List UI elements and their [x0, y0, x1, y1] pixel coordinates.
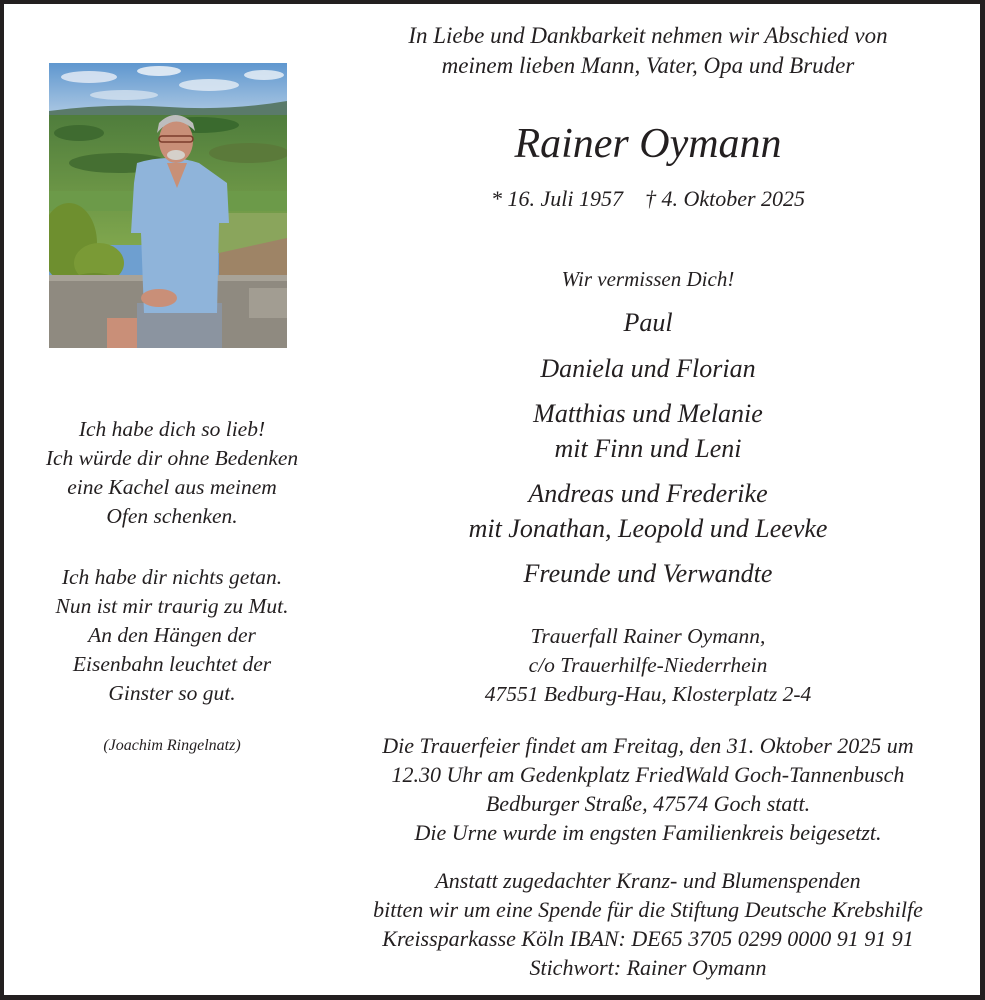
poem-line: Eisenbahn leuchtet der	[72, 652, 272, 676]
poem-author: (Joachim Ringelnatz)	[103, 737, 241, 754]
ceremony-line-4: Die Urne wurde im engsten Familienkreis beigesetzt.	[414, 820, 882, 845]
intro-line-1: In Liebe und Dankbarkeit nehmen wir Abschied von	[408, 23, 888, 48]
intro-line-2: meinem lieben Mann, Vater, Opa und Bruder	[441, 53, 855, 78]
mourner-paul: Paul	[623, 308, 673, 337]
poem-line: Ginster so gut.	[108, 681, 236, 705]
obituary-notice	[4, 4, 980, 995]
ceremony-line-1: Die Trauerfeier findet am Freitag, den 31. Oktober 2025 um	[382, 733, 914, 758]
mourners-heading: Wir vermissen Dich!	[561, 267, 735, 291]
mourner-matthias-melanie: Matthias und Melanie	[533, 399, 763, 428]
donation-iban: Kreissparkasse Köln IBAN: DE65 3705 0299 0000 91 91 91	[382, 926, 914, 951]
portrait-photo	[49, 63, 287, 348]
mourner-daniela-florian: Daniela und Florian	[540, 354, 756, 383]
death-date: † 4. Oktober 2025	[644, 186, 806, 211]
donation-line-1: Anstatt zugedachter Kranz- und Blumenspenden	[435, 868, 861, 893]
mourner-andreas-frederike: Andreas und Frederike	[528, 479, 768, 508]
address-line-3: 47551 Bedburg-Hau, Klosterplatz 2-4	[484, 682, 812, 706]
donation-keyword: Stichwort: Rainer Oymann	[529, 955, 767, 980]
ceremony-line-2: 12.30 Uhr am Gedenkplatz FriedWald Goch-Tannenbusch	[391, 762, 905, 787]
donation-line-2: bitten wir um eine Spende für die Stiftung Deutsche Krebshilfe	[373, 897, 923, 922]
mourner-jonathan-leopold-leevke: mit Jonathan, Leopold und Leevke	[468, 514, 828, 543]
poem-line: eine Kachel aus meinem	[67, 475, 277, 499]
poem-line: Ich würde dir ohne Bedenken	[45, 446, 299, 470]
life-dates	[316, 185, 980, 213]
address-line-2: c/o Trauerhilfe-Niederrhein	[528, 653, 768, 677]
mourner-friends-relatives: Freunde und Verwandte	[523, 559, 773, 588]
poem-line: Ich habe dir nichts getan.	[61, 565, 283, 589]
poem-line: Nun ist mir traurig zu Mut.	[55, 594, 289, 618]
poem-line: Ofen schenken.	[106, 504, 238, 528]
portrait-image	[49, 63, 287, 348]
address-line-1: Trauerfall Rainer Oymann,	[530, 624, 766, 648]
ceremony-line-3: Bedburger Straße, 47574 Goch statt.	[485, 791, 811, 816]
poem-line: Ich habe dich so lieb!	[78, 417, 266, 441]
birth-date: * 16. Juli 1957	[490, 186, 623, 211]
poem-line: An den Hängen der	[88, 623, 256, 647]
deceased-name: Rainer Oymann	[514, 121, 782, 167]
mourner-finn-leni: mit Finn und Leni	[554, 434, 742, 463]
